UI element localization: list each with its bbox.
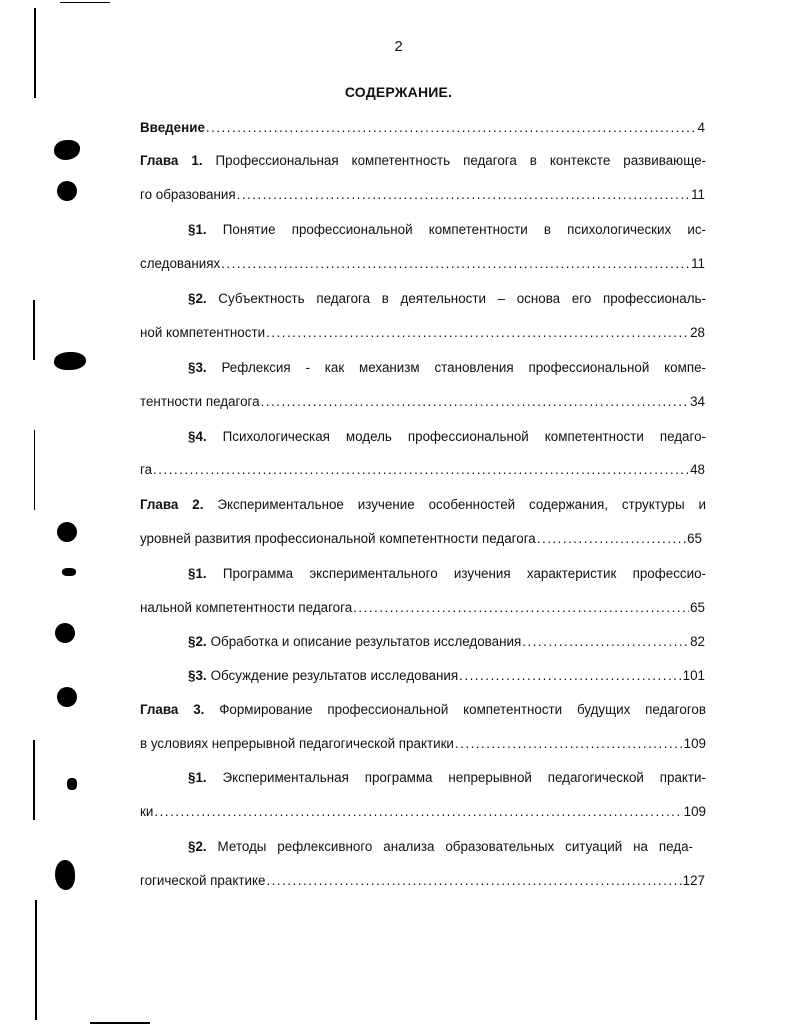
toc-entry-text: Рефлексия - как механизм становления профессиональной компе-	[221, 360, 706, 375]
toc-entry-text: Обработка и описание результатов исследования	[210, 634, 522, 649]
punch-hole	[54, 140, 80, 160]
punch-hole	[57, 522, 77, 542]
toc-page-number: 109	[683, 804, 706, 819]
dot-leader	[154, 804, 682, 819]
section-prefix: §1.	[188, 770, 207, 785]
toc-entry-text: ки	[140, 804, 154, 819]
punch-hole	[62, 568, 76, 576]
toc-entry-chapter-1-cont	[140, 187, 705, 205]
toc-page-number: 109	[683, 736, 706, 751]
toc-entry-section-1-3-cont	[140, 394, 705, 412]
toc-entry-text: нальной компетентности педагога	[140, 600, 353, 615]
left-scan-edge	[33, 740, 35, 820]
chapter-prefix: Глава 2.	[140, 497, 204, 512]
punch-hole	[55, 860, 75, 890]
toc-entry-chapter-2-cont	[140, 531, 702, 549]
toc-entry-text: Профессиональная компетентность педагога в контексте развивающе-	[215, 153, 706, 168]
toc-entry-text: го образования	[140, 187, 236, 202]
toc-entry-text: Экспериментальная программа непрерывной педагогической практи-	[222, 770, 706, 785]
dot-leader	[537, 531, 686, 546]
toc-entry-section-3-2	[188, 839, 693, 857]
toc-entry-section-1-4-cont	[140, 462, 705, 480]
section-prefix: §1.	[188, 222, 207, 237]
dot-leader	[221, 256, 690, 271]
dot-leader	[266, 325, 689, 340]
punch-hole	[55, 623, 75, 643]
toc-entry-section-3-1-cont	[140, 804, 706, 822]
section-prefix: §3.	[188, 360, 207, 375]
toc-entry-chapter-3-cont	[140, 736, 706, 754]
toc-entry-text: Субъектность педагога в деятельности – основа его профессиональ-	[218, 291, 706, 306]
toc-entry-section-1-4	[188, 429, 706, 447]
toc-entry-text: Формирование профессиональной компетентности будущих педагогов	[219, 702, 706, 717]
toc-entry-text: гогической практике	[140, 873, 266, 888]
toc-entry-text: уровней развития профессиональной компетентности педагога	[140, 531, 536, 546]
punch-hole	[54, 352, 86, 370]
toc-page-number: 48	[690, 462, 705, 477]
toc-title: СОДЕРЖАНИЕ.	[344, 84, 453, 100]
section-prefix: §2.	[188, 634, 207, 649]
toc-entry-section-3-1	[188, 770, 706, 788]
toc-entry-text: Программа экспериментального изучения характеристик профессио-	[222, 566, 706, 581]
dot-leader	[261, 394, 690, 409]
toc-entry-section-1-1-cont	[140, 256, 705, 274]
toc-entry-text: Экспериментальное изучение особенностей содержания, структуры и	[217, 497, 706, 512]
toc-entry-section-1-2-cont	[140, 325, 705, 343]
dot-leader	[353, 600, 689, 615]
toc-entry-intro	[140, 120, 705, 138]
toc-page-number: 28	[690, 325, 705, 340]
toc-entry-text: следованиях	[140, 256, 221, 271]
toc-page-number: 127	[682, 873, 705, 888]
chapter-prefix: Глава 3.	[140, 702, 205, 717]
left-scan-edge	[35, 900, 37, 1020]
chapter-prefix: Глава 1.	[140, 153, 203, 168]
toc-entry-section-1-2	[188, 291, 706, 309]
left-scan-edge	[33, 300, 35, 360]
left-scan-edge	[34, 430, 35, 510]
toc-entry-section-2-2	[188, 634, 705, 652]
toc-page-number: 101	[682, 668, 705, 683]
toc-entry-text: в условиях непрерывной педагогической практики	[140, 736, 454, 751]
dot-leader	[522, 634, 689, 649]
top-scan-edge	[60, 2, 110, 3]
toc-entry-text: Понятие профессиональной компетентности в психологических ис-	[222, 222, 706, 237]
toc-entry-section-2-3	[188, 668, 705, 686]
toc-page-number: 11	[691, 187, 705, 202]
toc-entry-text: тентности педагога	[140, 394, 260, 409]
toc-entry-chapter-3	[140, 702, 706, 720]
toc-entry-text: Психологическая модель профессиональной компетентности педаго-	[222, 429, 706, 444]
toc-page-number: 34	[690, 394, 705, 409]
dot-leader	[459, 668, 682, 683]
toc-entry-section-1-3	[188, 360, 706, 378]
dot-leader	[153, 462, 689, 477]
toc-page-number: 65	[690, 600, 705, 615]
toc-entry-text: Обсуждение результатов исследования	[210, 668, 459, 683]
toc-entry-label: Введение	[140, 120, 205, 135]
toc-entry-text: ной компетентности	[140, 325, 266, 340]
dot-leader	[206, 120, 697, 135]
toc-page-number: 4	[697, 120, 705, 135]
punch-hole	[57, 181, 77, 201]
dot-leader	[266, 873, 681, 888]
dot-leader	[237, 187, 691, 202]
toc-entry-chapter-2	[140, 497, 706, 515]
toc-entry-section-3-2-cont	[140, 873, 705, 891]
toc-entry-text: Методы рефлексивного анализа образовательных ситуаций на педа-	[217, 839, 693, 854]
bottom-scan-edge	[90, 1022, 150, 1024]
section-prefix: §2.	[188, 839, 207, 854]
section-prefix: §4.	[188, 429, 207, 444]
toc-entry-section-1-1	[188, 222, 706, 240]
toc-page-number: 82	[690, 634, 705, 649]
dot-leader	[455, 736, 683, 751]
section-prefix: §2.	[188, 291, 207, 306]
punch-hole	[57, 687, 77, 707]
toc-page-number: 65	[687, 531, 702, 546]
section-prefix: §3.	[188, 668, 207, 683]
toc-entry-chapter-1	[140, 153, 706, 171]
section-prefix: §1.	[188, 566, 207, 581]
toc-entry-text: га	[140, 462, 153, 477]
toc-page-number: 11	[691, 256, 705, 271]
toc-entry-section-2-1	[188, 566, 706, 584]
punch-hole	[67, 778, 77, 790]
page-number: 2	[394, 38, 403, 55]
toc-entry-section-2-1-cont	[140, 600, 705, 618]
